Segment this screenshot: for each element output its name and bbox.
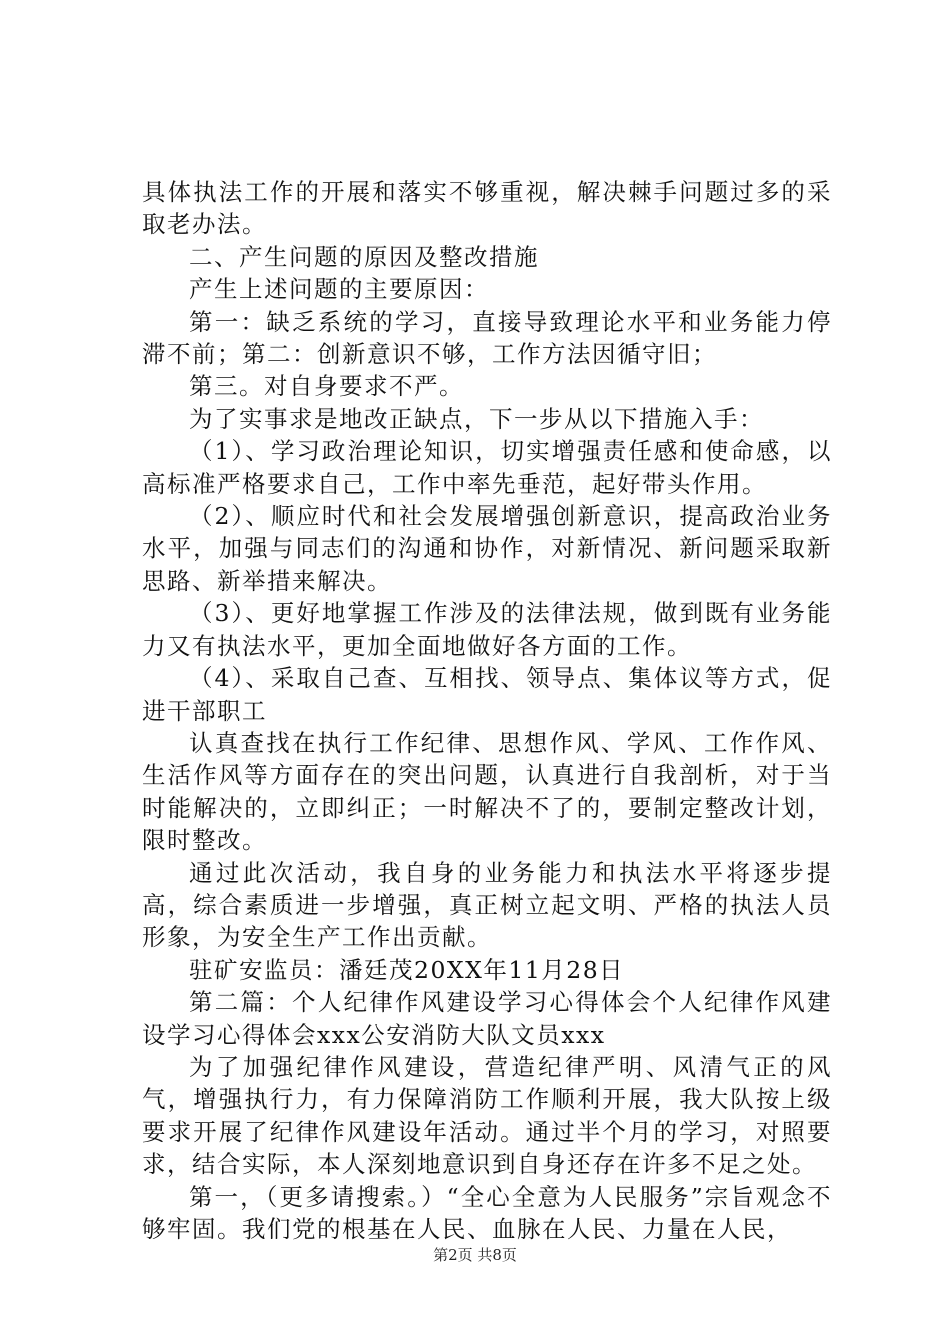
paragraph: 为了实事求是地改正缺点，下一步从以下措施入手： xyxy=(189,404,764,433)
section-heading: 第二篇：个人纪律作风建设学习心得体会个人纪律作风建设学习心得体会xxx公安消防大队文员xxx xyxy=(142,988,832,1049)
paragraph: 认真查找在执行工作纪律、思想作风、学风、工作作风、生活作风等方面存在的突出问题，认真进行自我剖析，对于当时能解决的，立即纠正；一时解决不了的，要制定整改计划，限时整改。 xyxy=(142,728,832,855)
section-heading: 二、产生问题的原因及整改措施 xyxy=(189,242,539,271)
paragraph: 具体执法工作的开展和落实不够重视，解决棘手问题过多的采取老办法。 xyxy=(142,178,832,239)
paragraph: 第一，（更多请搜索。）“全心全意为人民服务”宗旨观念不够牢固。我们党的根基在人民、血脉在人民、力量在人民， xyxy=(142,1182,832,1243)
list-item: （4）、采取自己查、互相找、领导点、集体议等方式，促进干部职工 xyxy=(142,664,832,725)
document-body xyxy=(142,176,832,1245)
paragraph: 为了加强纪律作风建设，营造纪律严明、风清气正的风气，增强执行力，有力保障消防工作顺利开展，我大队按上级要求开展了纪律作风建设年活动。通过半个月的学习，对照要求，结合实际，本人深刻地意识到自身还存在许多不足之处。 xyxy=(142,1052,832,1179)
list-item: （3）、更好地掌握工作涉及的法律法规，做到既有业务能力又有执法水平，更加全面地做好各方面的工作。 xyxy=(142,599,832,660)
paragraph: 产生上述问题的主要原因： xyxy=(189,275,489,304)
signature-line: 驻矿安监员：潘廷茂20XX年11月28日 xyxy=(189,955,625,984)
page-footer: 第2页 共8页 xyxy=(433,1246,517,1264)
paragraph: 通过此次活动，我自身的业务能力和执法水平将逐步提高，综合素质进一步增强，真正树立起文明、严格的执法人员形象，为安全生产工作出贡献。 xyxy=(142,858,832,952)
paragraph: 第一：缺乏系统的学习，直接导致理论水平和业务能力停滞不前；第二：创新意识不够，工作方法因循守旧； xyxy=(142,307,832,369)
paragraph: 第三。对自身要求不严。 xyxy=(189,372,464,401)
list-item: （2）、顺应时代和社会发展增强创新意识，提高政治业务水平，加强与同志们的沟通和协作，对新情况、新问题采取新思路、新举措来解决。 xyxy=(142,502,832,595)
list-item: （1）、学习政治理论知识，切实增强责任感和使命感，以高标准严格要求自己，工作中率先垂范，起好带头作用。 xyxy=(142,437,832,498)
